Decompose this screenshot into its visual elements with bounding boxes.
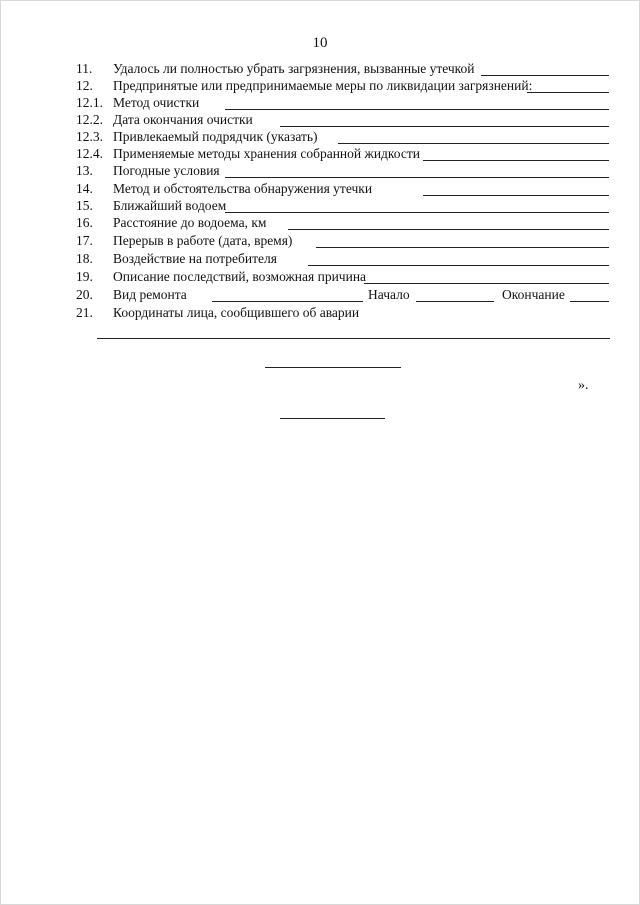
item-label: Погодные условия <box>113 163 220 178</box>
page-number: 10 <box>312 35 328 51</box>
form-row-18 <box>0 250 640 267</box>
item-label: Метод очистки <box>113 95 200 110</box>
item-label: Координаты лица, сообщившего об аварии <box>113 305 360 320</box>
closing-quote: ». <box>578 378 589 393</box>
answer-field-21[interactable] <box>97 338 610 339</box>
answer-field-12-3[interactable] <box>338 128 609 144</box>
item-label: Дата окончания очистки <box>113 112 253 127</box>
answer-field-18[interactable] <box>308 250 609 266</box>
signature-line[interactable] <box>265 367 401 368</box>
item-number: 14. <box>76 181 93 196</box>
form-row-12-2 <box>0 111 640 128</box>
answer-field-11[interactable] <box>481 60 609 76</box>
answer-field-16[interactable] <box>288 214 609 230</box>
start-label: Начало <box>368 287 410 302</box>
form-row-12-3 <box>0 128 640 145</box>
form-row-14 <box>0 180 640 197</box>
form-row-12 <box>0 77 640 94</box>
form-row-17 <box>0 232 640 249</box>
form-row-15 <box>0 197 640 214</box>
item-label: Ближайший водоем <box>113 198 227 213</box>
item-number: 21. <box>76 305 93 320</box>
form-row-11 <box>0 60 640 77</box>
answer-field-13[interactable] <box>225 162 609 178</box>
item-label: Применяемые методы хранения собранной жидкости <box>113 146 420 161</box>
item-number: 15. <box>76 198 93 213</box>
date-line[interactable] <box>280 418 385 419</box>
item-number: 12.1. <box>76 95 103 110</box>
item-number: 11. <box>76 61 93 76</box>
item-number: 12. <box>76 78 93 93</box>
item-label: Воздействие на потребителя <box>113 251 277 266</box>
item-number: 19. <box>76 269 93 284</box>
form-row-12-1 <box>0 94 640 111</box>
answer-field-12-4[interactable] <box>423 145 609 161</box>
item-number: 12.4. <box>76 146 103 161</box>
item-label: Вид ремонта <box>113 287 187 302</box>
repair-type-field[interactable] <box>212 286 363 302</box>
form-row-20 <box>0 286 640 303</box>
item-label: Описание последствий, возможная причина <box>113 269 367 284</box>
item-label: Расстояние до водоема, км <box>113 215 267 230</box>
item-label: Предпринятые или предпринимаемые меры по ликвидации загрязнений: <box>113 78 533 93</box>
answer-field-19[interactable] <box>364 268 609 284</box>
item-number: 16. <box>76 215 93 230</box>
answer-field-12-1[interactable] <box>225 94 609 110</box>
item-number: 18. <box>76 251 93 266</box>
answer-field-17[interactable] <box>316 232 609 248</box>
answer-field-12-2[interactable] <box>280 111 609 127</box>
item-label: Метод и обстоятельства обнаружения утечки <box>113 181 373 196</box>
form-row-12-4 <box>0 145 640 162</box>
item-number: 17. <box>76 233 93 248</box>
item-number: 12.2. <box>76 112 103 127</box>
item-label: Привлекаемый подрядчик (указать) <box>113 129 318 144</box>
form-row-13 <box>0 162 640 179</box>
start-field[interactable] <box>416 286 494 302</box>
item-label: Удалось ли полностью убрать загрязнения, вызванные утечкой <box>113 61 475 76</box>
end-label: Окончание <box>502 287 565 302</box>
item-number: 13. <box>76 163 93 178</box>
end-field[interactable] <box>570 286 609 302</box>
answer-field-12[interactable] <box>527 77 609 93</box>
form-row-16 <box>0 214 640 231</box>
item-number: 12.3. <box>76 129 103 144</box>
item-label: Перерыв в работе (дата, время) <box>113 233 293 248</box>
form-row-19 <box>0 268 640 285</box>
answer-field-15[interactable] <box>225 197 609 213</box>
answer-field-14[interactable] <box>423 180 609 196</box>
form-row-21 <box>0 304 640 321</box>
item-number: 20. <box>76 287 93 302</box>
